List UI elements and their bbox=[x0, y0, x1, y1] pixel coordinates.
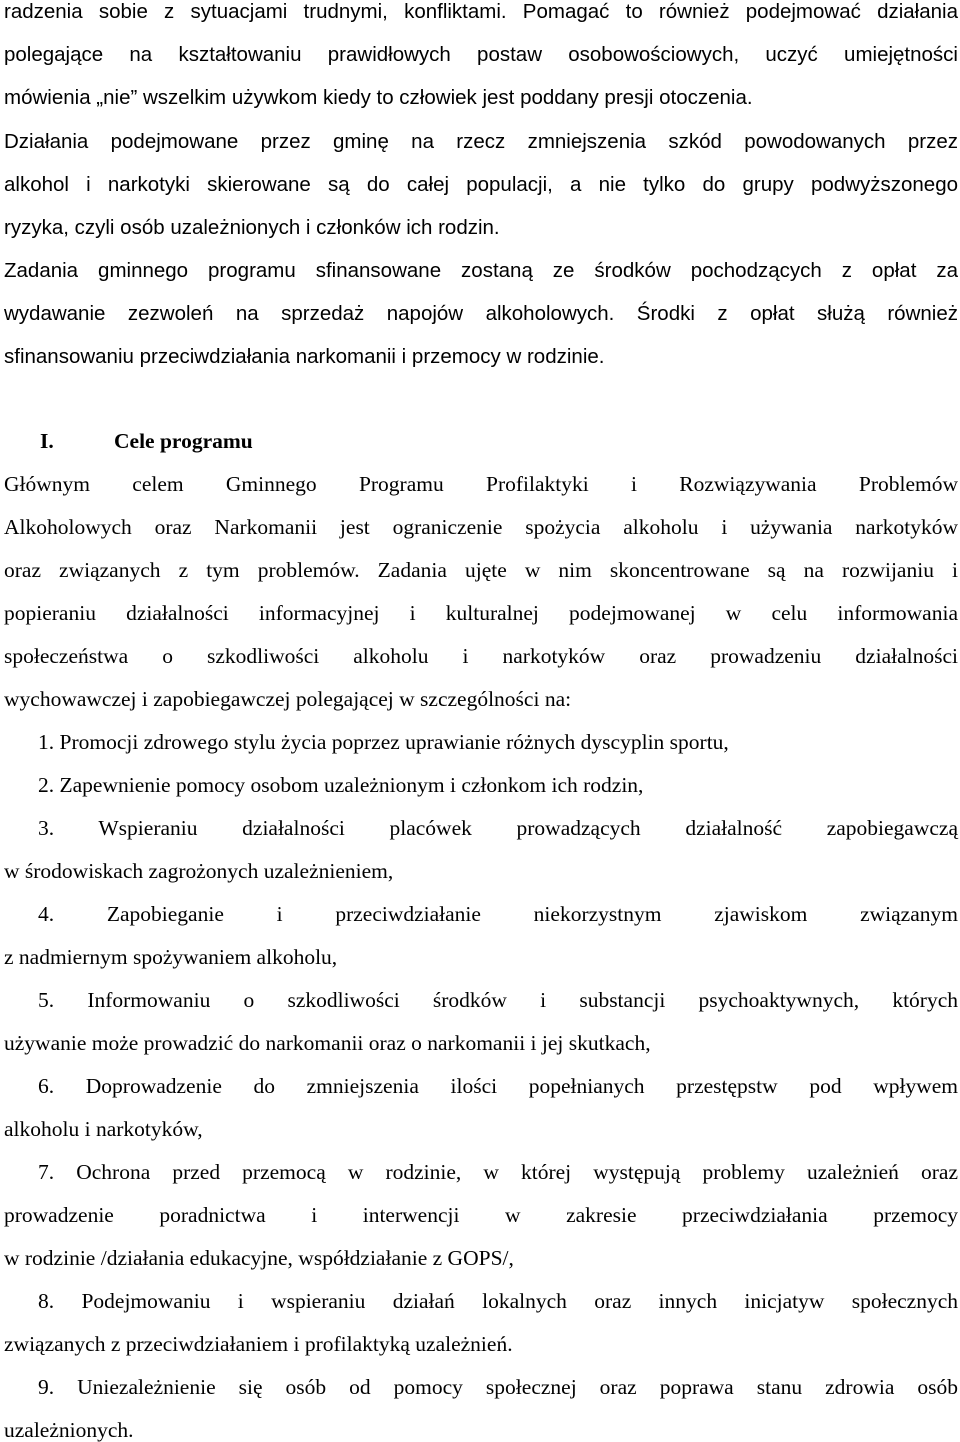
section-heading bbox=[0, 431, 960, 455]
list-item-3-cont: w środowiskach zagrożonych uzależnieniem, bbox=[4, 859, 394, 883]
goals-line-1: Głównym celem Gminnego Programu Profilaktyki i Rozwiązywania Problemów bbox=[4, 472, 958, 496]
intro-line-6: ryzyka, czyli osób uzależnionych i członków ich rodzin. bbox=[4, 216, 500, 239]
intro-line-2: polegające na kształtowaniu prawidłowych postaw osobowościowych, uczyć umiejętności bbox=[4, 43, 958, 66]
goals-line-6: wychowawczej i zapobiegawczej polegającej w szczególności na: bbox=[4, 687, 572, 711]
list-item-6: 6. Doprowadzenie do zmniejszenia ilości popełnianych przestępstw pod wpływem bbox=[38, 1074, 958, 1098]
intro-line-3: mówienia „nie” wszelkim używkom kiedy to człowiek jest poddany presji otoczenia. bbox=[4, 86, 753, 109]
list-item-5: 5. Informowaniu o szkodliwości środków i substancji psychoaktywnych, których bbox=[38, 988, 958, 1012]
list-item-4-cont: z nadmiernym spożywaniem alkoholu, bbox=[4, 945, 338, 969]
intro-line-9: sfinansowaniu przeciwdziałania narkomanii i przemocy w rodzinie. bbox=[4, 345, 605, 368]
list-item-7: 7. Ochrona przed przemocą w rodzinie, w której występują problemy uzależnień oraz bbox=[38, 1160, 958, 1184]
list-item-9: 9. Uniezależnienie się osób od pomocy społecznej oraz poprawa stanu zdrowia osób bbox=[38, 1375, 958, 1399]
list-item-8-cont: związanych z przeciwdziałaniem i profilaktyką uzależnień. bbox=[4, 1332, 513, 1356]
goals-line-4: popieraniu działalności informacyjnej i kulturalnej podejmowanej w celu informowania bbox=[4, 601, 958, 625]
goals-line-2: Alkoholowych oraz Narkomanii jest ograniczenie spożycia alkoholu i używania narkotyków bbox=[4, 515, 958, 539]
list-item-7-cont-1: prowadzenie poradnictwa i interwencji w zakresie przeciwdziałania przemocy bbox=[4, 1203, 958, 1227]
goals-line-3: oraz związanych z tym problemów. Zadania ujęte w nim skoncentrowane są na rozwijaniu i bbox=[4, 558, 958, 582]
intro-line-5: alkohol i narkotyki skierowane są do całej populacji, a nie tylko do grupy podwyższonego bbox=[4, 173, 958, 196]
list-item-4: 4. Zapobieganie i przeciwdziałanie niekorzystnym zjawiskom związanym bbox=[38, 902, 958, 926]
section-title: Cele programu bbox=[114, 429, 253, 453]
section-number: I. bbox=[40, 429, 54, 453]
intro-line-8: wydawanie zezwoleń na sprzedaż napojów alkoholowych. Środki z opłat służą również bbox=[4, 302, 958, 325]
list-item-8: 8. Podejmowaniu i wspieraniu działań lokalnych oraz innych inicjatyw społecznych bbox=[38, 1289, 958, 1313]
intro-line-7: Zadania gminnego programu sfinansowane zostaną ze środków pochodzących z opłat za bbox=[4, 259, 958, 282]
list-item-5-cont: używanie może prowadzić do narkomanii oraz o narkomanii i jej skutkach, bbox=[4, 1031, 651, 1055]
intro-line-1: radzenia sobie z sytuacjami trudnymi, konfliktami. Pomagać to również podejmować działania bbox=[4, 0, 958, 23]
list-item-3: 3. Wspieraniu działalności placówek prowadzących działalność zapobiegawczą bbox=[38, 816, 958, 840]
list-item-1: 1. Promocji zdrowego stylu życia poprzez uprawianie różnych dyscyplin sportu, bbox=[38, 730, 729, 754]
list-item-6-cont: alkoholu i narkotyków, bbox=[4, 1117, 203, 1141]
intro-line-4: Działania podejmowane przez gminę na rzecz zmniejszenia szkód powodowanych przez bbox=[4, 130, 958, 153]
goals-line-5: społeczeństwa o szkodliwości alkoholu i narkotyków oraz prowadzeniu działalności bbox=[4, 644, 958, 668]
list-item-2: 2. Zapewnienie pomocy osobom uzależnionym i członkom ich rodzin, bbox=[38, 773, 644, 797]
list-item-9-cont: uzależnionych. bbox=[4, 1418, 134, 1442]
list-item-7-cont-2: w rodzinie /działania edukacyjne, współdziałanie z GOPS/, bbox=[4, 1246, 514, 1270]
